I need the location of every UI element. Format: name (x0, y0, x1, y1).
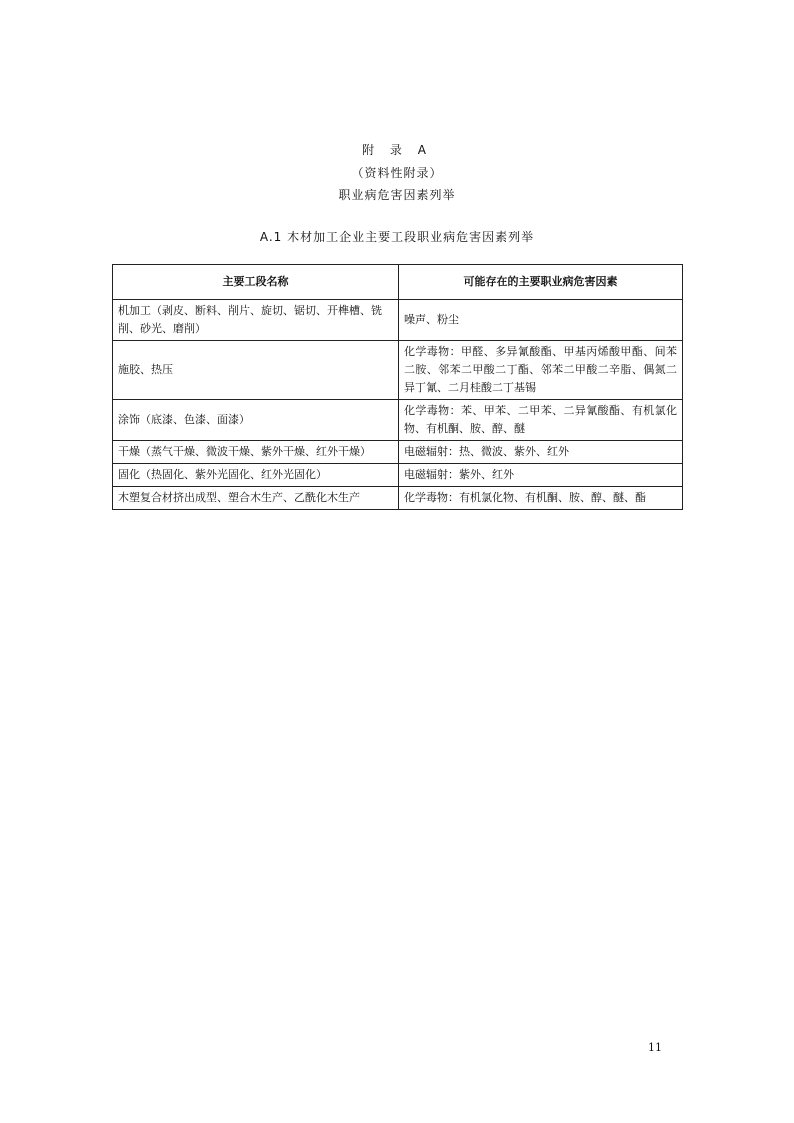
section-cell: 涂饰（底漆、色漆、面漆） (113, 400, 399, 441)
table-header-row (113, 265, 683, 300)
hazards-cell: 化学毒物：苯、甲苯、二甲苯、二异氰酸酯、有机氯化物、有机酮、胺、醇、醚 (399, 400, 683, 441)
section-cell: 机加工（剥皮、断料、削片、旋切、锯切、开榫槽、铣削、砂光、磨削） (113, 300, 399, 341)
table-row (113, 400, 683, 441)
table-row (113, 300, 683, 341)
table-row (113, 487, 683, 510)
annex-heading: 附 录 A (362, 143, 432, 157)
section-cell: 固化（热固化、紫外光固化、红外光固化） (113, 464, 399, 487)
annex-type: （资料性附录） (351, 166, 443, 180)
section-cell: 木塑复合材挤出成型、塑合木生产、乙酰化木生产 (113, 487, 399, 510)
page-number: 11 (648, 1041, 662, 1054)
hazards-cell: 电磁辐射：热、微波、紫外、红外 (399, 441, 683, 464)
hazards-cell: 噪声、粉尘 (399, 300, 683, 341)
table-row (113, 341, 683, 400)
section-cell: 干燥（蒸气干燥、微波干燥、紫外干燥、红外干燥） (113, 441, 399, 464)
hazards-cell: 化学毒物：甲醛、多异氰酸酯、甲基丙烯酸甲酯、间苯二胺、邻苯二甲酸二丁酯、邻苯二甲酸二辛脂、偶氮二异丁氰、二月桂酸二丁基锡 (399, 341, 683, 400)
section-cell: 施胶、热压 (113, 341, 399, 400)
table-caption: A.1 木材加工企业主要工段职业病危害因素列举 (259, 230, 535, 244)
table-row (113, 441, 683, 464)
hazard-table (112, 264, 683, 510)
column-header-hazards: 可能存在的主要职业病危害因素 (399, 265, 683, 300)
column-header-section: 主要工段名称 (113, 265, 399, 300)
annex-title: 职业病危害因素列举 (338, 188, 456, 202)
hazards-cell: 化学毒物：有机氯化物、有机酮、胺、醇、醚、酯 (399, 487, 683, 510)
hazards-cell: 电磁辐射：紫外、红外 (399, 464, 683, 487)
table-row (113, 464, 683, 487)
